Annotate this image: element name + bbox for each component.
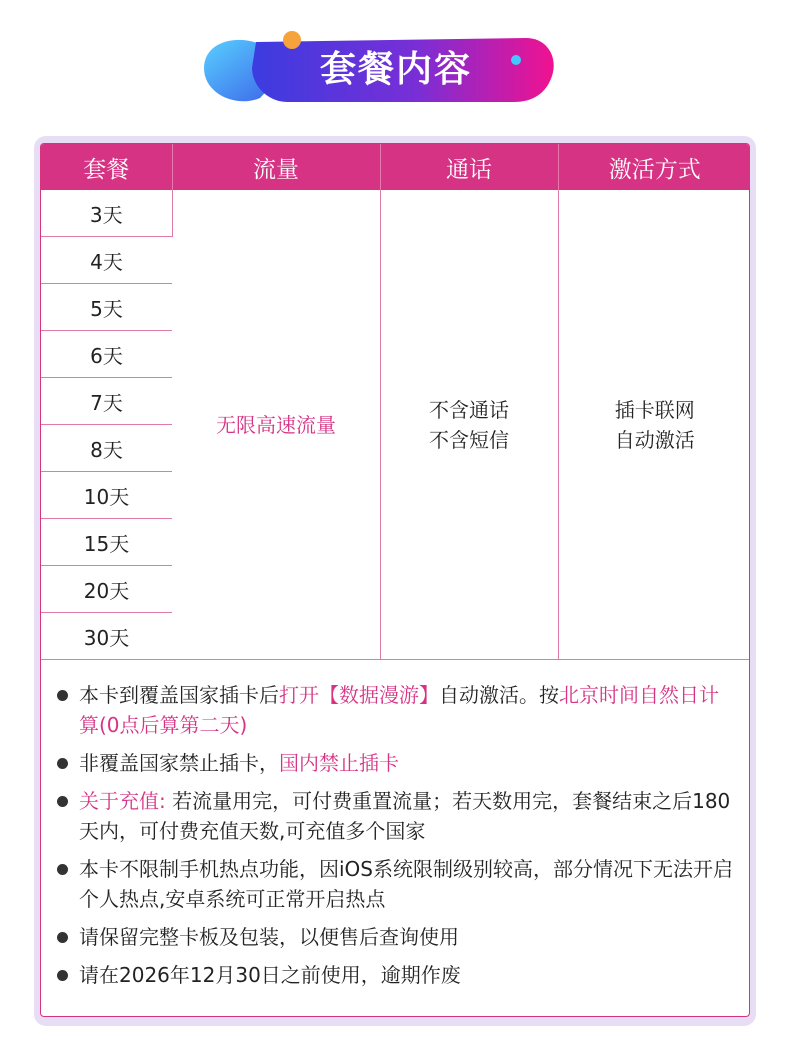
package-cell: 20天: [41, 566, 172, 613]
package-cell: 3天: [41, 190, 172, 237]
bullet-icon: [57, 970, 68, 981]
header-data: 流量: [172, 144, 380, 190]
page-title: 套餐内容: [320, 49, 473, 90]
bullet-icon: [57, 690, 68, 701]
calls-line-2: 不含短信: [429, 427, 509, 452]
package-cell: 10天: [41, 472, 172, 519]
activation-line-2: 自动激活: [614, 427, 695, 452]
package-cell: 15天: [41, 519, 172, 566]
note-item: 请在2026年12月30日之前使用，逾期作废: [57, 960, 737, 990]
note-item: 关于充值: 若流量用完，可付费重置流量；若天数用完，套餐结束之后180天内，可付费充值天数,可充值多个国家: [57, 786, 737, 846]
bullet-icon: [57, 796, 68, 807]
header-package: 套餐: [41, 144, 172, 190]
bullet-icon: [57, 932, 68, 943]
table-header-row: [41, 144, 750, 190]
package-card: [40, 143, 750, 1017]
header-calls: 通话: [380, 144, 558, 190]
package-cell: 6天: [41, 331, 172, 378]
note-item: 本卡到覆盖国家插卡后打开【数据漫游】自动激活。按北京时间自然日计算(0点后算第二天): [57, 680, 737, 740]
calls-cell: [380, 190, 558, 660]
package-table: [41, 144, 750, 660]
bullet-icon: [57, 758, 68, 769]
notes-list: [41, 660, 749, 990]
package-cell: 4天: [41, 237, 172, 284]
note-item: 请保留完整卡板及包装，以便售后查询使用: [57, 922, 737, 952]
calls-line-1: 不含通话: [429, 397, 509, 422]
table-row: [41, 190, 750, 237]
package-cell: 30天: [41, 613, 172, 660]
activation-cell: [558, 190, 750, 660]
activation-line-1: 插卡联网: [614, 397, 695, 422]
note-item: 本卡不限制手机热点功能，因iOS系统限制级别较高，部分情况下无法开启个人热点,安卓系统可正常开启热点: [57, 854, 737, 914]
note-item: 非覆盖国家禁止插卡，国内禁止插卡: [57, 748, 737, 778]
bullet-icon: [57, 864, 68, 875]
data-cell: 无限高速流量: [172, 190, 380, 660]
package-cell: 7天: [41, 378, 172, 425]
package-cell: 8天: [41, 425, 172, 472]
header-activation: 激活方式: [558, 144, 750, 190]
package-cell: 5天: [41, 284, 172, 331]
